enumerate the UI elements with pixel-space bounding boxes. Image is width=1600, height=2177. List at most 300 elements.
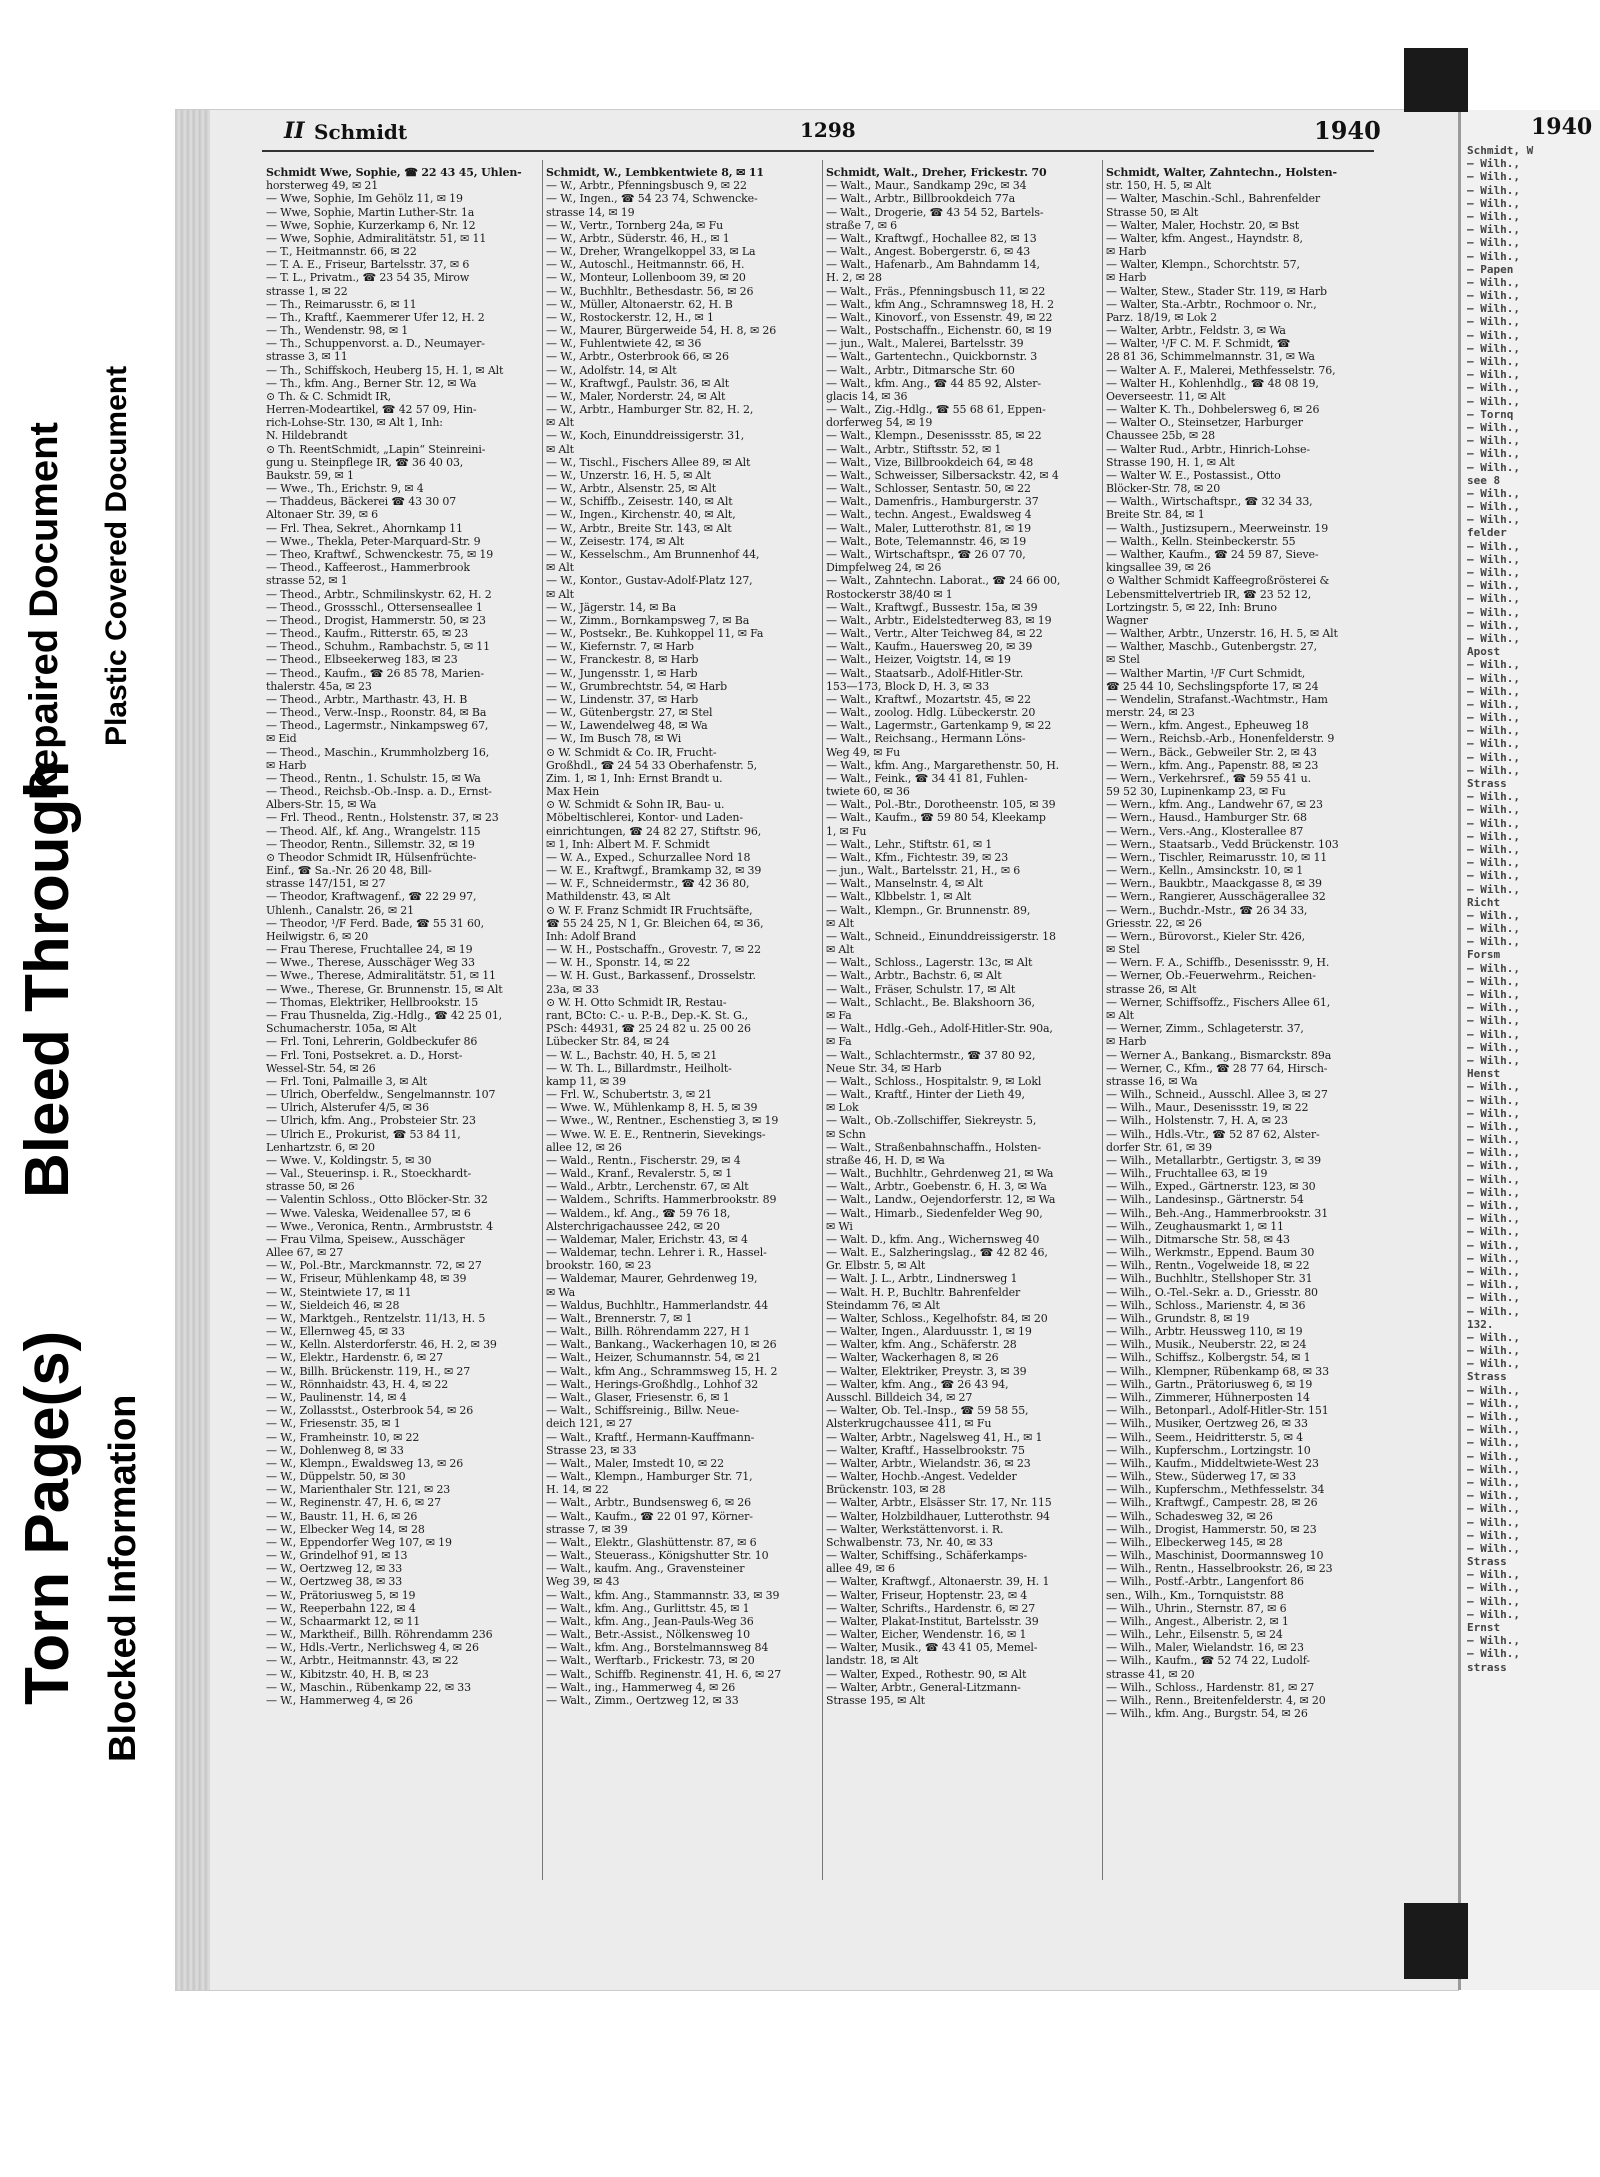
directory-entry-line: — Wern., Hausd., Hamburger Str. 68: [1106, 811, 1307, 825]
directory-entry-line: — W., Lawendelweg 48, ✉ Wa: [546, 719, 708, 733]
adjacent-page-fragment: — Wilh.,: [1467, 605, 1520, 619]
directory-entry-line: sen., Wilh., Km., Tornquiststr. 88: [1106, 1588, 1284, 1602]
directory-entry-line: — Wern. F. A., Schiffb., Desenissstr. 9, H.: [1106, 956, 1330, 970]
directory-entry-line: — Val., Steuerinsp. i. R., Stoeckhardt-: [266, 1167, 472, 1181]
directory-entry-line: — Wilh., Buchhltr., Stellshoper Str. 31: [1106, 1272, 1313, 1286]
directory-entry-line: ⊙ Walther Schmidt Kaffeegroßrösterei &: [1106, 574, 1330, 588]
directory-entry-line: — W., Adolfstr. 14, ✉ Alt: [546, 363, 677, 377]
directory-entry-line: — W., Autoschl., Heitmannstr. 66, H.: [546, 258, 745, 272]
directory-entry-line: — Wilh., kfm. Ang., Burgstr. 54, ✉ 26: [1106, 1707, 1308, 1721]
directory-entry-line: — Walt. D., kfm. Ang., Wichernsweg 40: [826, 1232, 1040, 1246]
directory-entry-line: — W., Elbecker Weg 14, ✉ 28: [266, 1522, 425, 1536]
directory-entry-line: — Frl. Thea, Sekret., Ahornkamp 11: [266, 521, 463, 535]
directory-entry-line: — W., Sieldeich 46, ✉ 28: [266, 1298, 400, 1312]
adjacent-page-fragment: — Wilh.,: [1467, 183, 1520, 197]
directory-entry-line: — Frl. W., Schubertstr. 3, ✉ 21: [546, 1088, 713, 1102]
directory-entry-line: ✉ Harb: [1106, 245, 1147, 259]
directory-entry-line: strasse 147/151, ✉ 27: [266, 877, 386, 891]
directory-entry-line: — Wilh., Schiffsz., Kolbergstr. 54, ✉ 1: [1106, 1351, 1311, 1365]
directory-entry-line: — Walt., Klempn., Hamburger Str. 71,: [546, 1470, 753, 1484]
directory-entry-line: 28 81 36, Schimmelmannstr. 31, ✉ Wa: [1106, 350, 1315, 364]
directory-entry-line: kingsallee 39, ✉ 26: [1106, 561, 1211, 575]
directory-entry-line: — Wwe, Sophie, Im Gehölz 11, ✉ 19: [266, 192, 463, 206]
directory-entry-line: — Walt., Kraftf., Hermann-Kauffmann-: [546, 1430, 755, 1444]
directory-entry-line: — Walter, Arbtr., Nagelsweg 41, H., ✉ 1: [826, 1430, 1043, 1444]
directory-entry-line: — Wilh., Arbtr. Heussweg 110, ✉ 19: [1106, 1325, 1303, 1339]
directory-entry-line: — Theod., Kaufm., Ritterstr. 65, ✉ 23: [266, 627, 469, 641]
directory-entry-line: — Wwe. Valeska, Weidenallee 57, ✉ 6: [266, 1206, 471, 1220]
directory-entry-line: — Theodor, Rentn., Sillemstr. 32, ✉ 19: [266, 837, 475, 851]
directory-entry-line: — Walt., Schiffb. Reginenstr. 41, H. 6, ✉ 27: [546, 1667, 782, 1681]
directory-entry-line: — Frau Therese, Fruchtallee 24, ✉ 19: [266, 943, 473, 957]
adjacent-page-fragment: Apost: [1467, 645, 1501, 659]
directory-entry-line: — Ulrich, Alsterufer 4/5, ✉ 36: [266, 1101, 429, 1115]
directory-entry-line: straße 46, H. D, ✉ Wa: [826, 1153, 945, 1167]
adjacent-page-fragment: — Wilh.,: [1467, 790, 1520, 804]
directory-entry-line: — Walt., Maur., Sandkamp 29c, ✉ 34: [826, 179, 1027, 193]
directory-entry-line: — Werner, Schiffsoffz., Fischers Allee 61,: [1106, 995, 1331, 1009]
adjacent-page-fragment: — Wilh.,: [1467, 236, 1520, 250]
directory-entry-line: — Walt., Kraftwgf., Hochallee 82, ✉ 13: [826, 231, 1037, 245]
directory-entry-line: — Thaddeus, Bäckerei ☎ 43 30 07: [266, 495, 457, 509]
directory-entry-line: ✉ Lok: [826, 1101, 859, 1115]
directory-entry-line: — Walt., Kaufm., ☎ 59 80 54, Kleekamp: [826, 811, 1046, 825]
directory-entry-line: — Walter, Sta.-Arbtr., Rochmoor o. Nr.,: [1106, 297, 1317, 311]
directory-entry-line: — W., Vertr., Tornberg 24a, ✉ Fu: [546, 218, 724, 232]
adjacent-page-fragment: — Wilh.,: [1467, 289, 1520, 303]
directory-entry-line: — Walter, Schrifts., Hardenstr. 6, ✉ 27: [826, 1601, 1036, 1615]
directory-entry-line: — W., Düppelstr. 50, ✉ 30: [266, 1470, 406, 1484]
directory-entry-line: ✉ Wa: [546, 1285, 576, 1299]
directory-entry-line: — Wwe., W., Rentner., Eschenstieg 3, ✉ 19: [546, 1114, 779, 1128]
directory-entry-line: Möbeltischlerei, Kontor- und Laden-: [546, 811, 743, 825]
directory-entry-line: — Wilh., Betonparl., Adolf-Hitler-Str. 151: [1106, 1404, 1329, 1418]
directory-entry-line: — Walter H., Kohlenhdlg., ☎ 48 08 19,: [1106, 376, 1319, 390]
directory-entry-line: — Walt., Gartentechn., Quickbornstr. 3: [826, 350, 1038, 364]
directory-entry-line: — Walter, Wackerhagen 8, ✉ 26: [826, 1351, 999, 1365]
adjacent-page-fragment: — Wilh.,: [1467, 618, 1520, 632]
directory-entry-line: — Wilh., Kaufm., ☎ 52 74 22, Ludolf-: [1106, 1654, 1310, 1668]
directory-entry-line: Schmidt, Walt., Dreher, Frickestr. 70: [826, 166, 1047, 179]
directory-entry-line: — W., Koch, Einunddreissigerstr. 31,: [546, 429, 745, 443]
directory-entry-line: Einf., ☎ Sa.-Nr. 26 20 48, Bill-: [266, 864, 432, 878]
directory-entry-line: — Waldemar, techn. Lehrer i. R., Hassel-: [546, 1246, 767, 1260]
directory-entry-line: — Walter O., Steinsetzer, Harburger: [1106, 416, 1303, 430]
directory-entry-line: — Wilh., Zimmerer, Hühnerposten 14: [1106, 1390, 1310, 1404]
adjacent-page-fragment: — Wilh.,: [1467, 750, 1520, 764]
directory-entry-line: — Walter, Arbtr., General-Litzmann-: [826, 1680, 1021, 1694]
directory-entry-line: — W., Arbtr., Hamburger Str. 82, H. 2,: [546, 403, 754, 417]
adjacent-page-fragment: — Wilh.,: [1467, 1436, 1520, 1450]
directory-entry-line: — W., Billh. Brückenstr. 119, H., ✉ 27: [266, 1364, 471, 1378]
torn-pages-label: Torn Page(s): [13, 1330, 82, 1705]
directory-entry-line: Gr. Elbstr. 5, ✉ Alt: [826, 1259, 926, 1273]
directory-entry-line: — W., Lindenstr. 37, ✉ Harb: [546, 692, 699, 706]
adjacent-page-fragment: — Wilh.,: [1467, 1185, 1520, 1199]
directory-entry-line: — W., Hdls.-Vertr., Nerlichsweg 4, ✉ 26: [266, 1641, 479, 1655]
adjacent-page-fragment: Schmidt, W: [1467, 144, 1534, 157]
directory-entry-line: — Walt., Manselnstr. 4, ✉ Alt: [826, 877, 983, 891]
directory-entry-line: — Walt. H. P., Buchltr. Bahrenfelder: [826, 1285, 1021, 1299]
directory-entry-line: — Theod., Maschin., Krummholzberg 16,: [266, 745, 490, 759]
directory-entry-line: — W., Schaarmarkt 12, ✉ 11: [266, 1614, 421, 1628]
adjacent-page-fragment: — Wilh.,: [1467, 1489, 1520, 1503]
directory-entry-line: Strasse 23, ✉ 33: [546, 1443, 637, 1457]
directory-entry-line: — Wern., Buchdr.-Mstr., ☎ 26 34 33,: [1106, 903, 1308, 917]
directory-entry-line: — Wilh., Hdls.-Vtr., ☎ 52 87 62, Alster-: [1106, 1127, 1320, 1141]
adjacent-page-fragment: — Wilh.,: [1467, 1634, 1520, 1648]
adjacent-page-fragment: — Wilh.,: [1467, 566, 1520, 579]
adjacent-page-fragment: — Wilh.,: [1467, 368, 1520, 382]
directory-entry-line: — Wern., kfm. Angest., Epheuweg 18: [1106, 719, 1309, 733]
adjacent-page-fragment: — Wilh.,: [1467, 1344, 1520, 1358]
adjacent-page-fragment: — Wilh.,: [1467, 1146, 1520, 1160]
binder-clip-bottom: [1404, 1903, 1468, 1979]
plastic-covered-label: Plastic Covered Document: [100, 365, 133, 746]
directory-entry-line: — Waldem., kf. Ang., ☎ 59 76 18,: [546, 1206, 731, 1220]
directory-entry-line: Strasse 50, ✉ Alt: [1106, 205, 1199, 219]
directory-entry-line: — W., Franckestr. 8, ✉ Harb: [546, 653, 699, 667]
directory-entry-line: — W., Arbtr., Süderstr. 46, H., ✉ 1: [546, 231, 730, 245]
adjacent-page-fragment: 132.: [1467, 1317, 1494, 1331]
adjacent-page-fragment: — Wilh.,: [1467, 420, 1520, 434]
directory-entry-line: — W., Paulinenstr. 14, ✉ 4: [266, 1390, 407, 1404]
directory-entry-line: — Wilh., Seem., Heidritterstr. 5, ✉ 4: [1106, 1430, 1304, 1444]
directory-entry-line: — Werner, Zimm., Schlageterstr. 37,: [1106, 1022, 1304, 1036]
directory-entry-line: — Wwe., Therese, Gr. Brunnenstr. 15, ✉ Alt: [266, 982, 503, 996]
directory-entry-line: — Theod., Verw.-Insp., Roonstr. 84, ✉ Ba: [266, 706, 487, 720]
adjacent-page-fragments: [1461, 144, 1600, 1674]
adjacent-page-fragment: — Wilh.,: [1467, 1475, 1520, 1489]
adjacent-page-fragment: — Wilh.,: [1467, 1515, 1520, 1529]
adjacent-page-fragment: — Wilh.,: [1467, 579, 1520, 593]
adjacent-page-fragment: Ernst: [1467, 1621, 1501, 1634]
directory-entry-line: — W., Friseur, Mühlenkamp 48, ✉ 39: [266, 1272, 467, 1286]
directory-entry-line: — Walt., Drogerie, ☎ 43 54 52, Bartels-: [826, 205, 1044, 219]
adjacent-page-fragment: — Wilh.,: [1467, 328, 1520, 342]
directory-entry-line: Breite Str. 84, ✉ 1: [1106, 508, 1205, 522]
directory-entry-line: — Walt., Bankang., Wackerhagen 10, ✉ 26: [546, 1338, 777, 1352]
directory-entry-line: — Wald., Arbtr., Lerchenstr. 67, ✉ Alt: [546, 1180, 749, 1194]
directory-entry-line: — Wilh., Klempner, Rübenkamp 68, ✉ 33: [1106, 1364, 1329, 1378]
directory-entry-line: — Wwe., Thekla, Peter-Marquard-Str. 9: [266, 534, 481, 548]
directory-entry-line: — W., Fuhlentwiete 42, ✉ 36: [546, 337, 702, 351]
directory-entry-line: — Th., Schuppenvorst. a. D., Neumayer-: [266, 337, 485, 351]
directory-entry-line: — Valentin Schloss., Otto Blöcker-Str. 32: [266, 1193, 488, 1207]
adjacent-page-fragment: — Wilh.,: [1467, 1594, 1520, 1608]
directory-entry-line: — W., Zollasstst., Osterbrook 54, ✉ 26: [266, 1404, 474, 1418]
directory-entry-line: — W., Arbtr., Heitmannstr. 43, ✉ 22: [266, 1654, 459, 1668]
directory-entry-line: — Walt., Angest. Bobergerstr. 6, ✉ 43: [826, 245, 1031, 259]
directory-entry-line: — Waldemar, Maler, Erichstr. 43, ✉ 4: [546, 1232, 748, 1246]
directory-entry-line: — W., Arbtr., Osterbrook 66, ✉ 26: [546, 350, 729, 364]
directory-entry-line: — Theod., Kaffeerost., Hammerbrook: [266, 561, 470, 575]
directory-entry-line: Dimpfelweg 24, ✉ 26: [826, 561, 942, 575]
adjacent-page-fragment: felder: [1467, 526, 1507, 540]
directory-entry-line: — Walt., Hdlg.-Geh., Adolf-Hitler-Str. 90a,: [826, 1022, 1053, 1036]
directory-entry-line: — Frau Thusnelda, Zig.-Hdlg., ☎ 42 25 01,: [266, 1009, 503, 1022]
directory-entry-line: — Frl. Toni, Lehrerin, Goldbeckufer 86: [266, 1035, 478, 1049]
directory-entry-line: — Walt., Pol.-Btr., Dorotheenstr. 105, ✉ 39: [826, 798, 1056, 812]
directory-entry-line: — Wilh., Musik., Neuberstr. 22, ✉ 24: [1106, 1338, 1307, 1352]
directory-entry-line: — Walter, Eicher, Wendenstr. 16, ✉ 1: [826, 1628, 1027, 1642]
directory-entry-line: — Walt., Arbtr., Bachstr. 6, ✉ Alt: [826, 969, 1002, 983]
directory-entry-line: — Walt., Herings-Großhdlg., Lohhof 32: [546, 1377, 759, 1391]
directory-entry-line: — Walt., Ob.-Zollschiffer, Siekreystr. 5,: [826, 1114, 1037, 1128]
directory-entry-line: rich-Lohse-Str. 130, ✉ Alt 1, Inh:: [266, 416, 443, 430]
directory-entry-line: — Wwe, Sophie, Kurzerkamp 6, Nr. 12: [266, 218, 476, 232]
directory-entry-line: Albers-Str. 15, ✉ Wa: [266, 798, 377, 812]
directory-entry-line: — Ulrich E., Prokurist, ☎ 53 84 11,: [266, 1127, 461, 1141]
directory-entry-line: — W., Tischl., Fischers Allee 89, ✉ Alt: [546, 455, 751, 469]
directory-entry-line: einrichtungen, ☎ 24 82 27, Stiftstr. 96,: [546, 824, 762, 838]
directory-entry-line: — Wern., Bürovorst., Kieler Str. 426,: [1106, 929, 1305, 943]
adjacent-page-fragment: — Wilh.,: [1467, 974, 1520, 988]
directory-entry-line: — W., Arbtr., Breite Str. 143, ✉ Alt: [546, 521, 732, 535]
adjacent-page-fragment: — Wilh.,: [1467, 1014, 1520, 1028]
directory-entry-line: — W., Kiefernstr. 7, ✉ Harb: [546, 640, 694, 654]
adjacent-page-fragment: — Wilh.,: [1467, 1541, 1520, 1555]
directory-entry-line: — Walter, Werkstättenvorst. i. R.: [826, 1522, 1004, 1536]
directory-entry-line: — Wilh., Kaufm., Middeltwiete-West 23: [1106, 1456, 1319, 1470]
directory-entry-line: — W., Klempn., Ewaldsweg 13, ✉ 26: [266, 1456, 464, 1470]
directory-entry-line: — Werner, C., Kfm., ☎ 28 77 64, Hirsch-: [1106, 1061, 1328, 1075]
directory-entry-line: — Walt., zoolog. Hdlg. Lübeckerstr. 20: [826, 706, 1036, 720]
directory-entry-line: — T. A. E., Friseur, Bartelsstr. 37, ✉ 6: [266, 258, 470, 272]
directory-entry-line: — Walt., Himarb., Siedenfelder Weg 90,: [826, 1206, 1043, 1220]
directory-entry-line: — W., Schiffb., Zeisestr. 140, ✉ Alt: [546, 495, 733, 509]
adjacent-page-fragment: Richt: [1467, 895, 1501, 909]
adjacent-page-fragment: — Wilh.,: [1467, 1119, 1520, 1133]
adjacent-page-fragment: Strass: [1467, 777, 1507, 790]
directory-entry-line: — W., Dohlenweg 8, ✉ 33: [266, 1443, 404, 1457]
directory-entry-line: strasse 7, ✉ 39: [546, 1522, 628, 1536]
adjacent-page-year: 1940: [1531, 114, 1593, 140]
directory-entry-line: — W., Rönnhaidstr. 43, H. 4, ✉ 22: [266, 1377, 449, 1391]
directory-entry-line: — Walt., kaufm. Ang., Gravensteiner: [546, 1562, 745, 1576]
adjacent-page-fragment: — Wilh.,: [1467, 1528, 1520, 1542]
adjacent-page-fragment: — Wilh.,: [1467, 1159, 1520, 1173]
directory-entry-line: — Walter A. F., Malerei, Methfesselstr. 76,: [1106, 363, 1336, 377]
directory-entry-line: — Walter, Klempn., Schorchtstr. 57,: [1106, 258, 1300, 272]
directory-entry-line: — Walter W. E., Postassist., Otto: [1106, 468, 1281, 482]
directory-entry-line: kamp 11, ✉ 39: [546, 1074, 626, 1088]
adjacent-page-fragment: — Wilh.,: [1467, 1423, 1520, 1437]
adjacent-page-fragment: — Wilh.,: [1467, 631, 1520, 645]
adjacent-page-fragment: — Wilh.,: [1467, 1396, 1520, 1410]
directory-entry-line: — Ulrich, kfm. Ang., Probsteier Str. 23: [266, 1114, 476, 1128]
directory-entry-line: — Wilh., Fruchtallee 63, ✉ 19: [1106, 1167, 1268, 1181]
adjacent-page-fragment: — Wilh.,: [1467, 1172, 1520, 1186]
directory-entry-line: — Walter, Ingen., Alarduusstr. 1, ✉ 19: [826, 1325, 1032, 1339]
directory-entry-line: — Wilh., Postf.-Arbtr., Langenfort 86: [1106, 1575, 1304, 1589]
directory-entry-line: — Wilh., Angest., Alberistr. 2, ✉ 1: [1106, 1614, 1289, 1628]
adjacent-page-fragment: — Wilh.,: [1467, 1238, 1520, 1252]
directory-entry-line: — Walter, Arbtr., Wielandstr. 36, ✉ 23: [826, 1456, 1031, 1470]
directory-entry-line: — Wern., Verkehrsref., ☎ 59 55 41 u.: [1106, 771, 1311, 785]
adjacent-page-fragment: — Wilh.,: [1467, 684, 1520, 698]
directory-entry-line: — Wwe., Veronica, Rentn., Armbruststr. 4: [266, 1219, 493, 1233]
directory-entry-line: — W., Maschin., Rübenkamp 22, ✉ 33: [266, 1680, 471, 1694]
directory-entry-line: — Wilh., Musiker, Oertzweg 26, ✉ 33: [1106, 1417, 1308, 1431]
adjacent-page-fragment: — Wilh.,: [1467, 908, 1520, 922]
directory-entry-line: — Walter, Stew., Stader Str. 119, ✉ Harb: [1106, 284, 1327, 298]
directory-entry-line: — Waldus, Buchhltr., Hammerlandstr. 44: [546, 1298, 769, 1312]
directory-entry-line: dorferweg 54, ✉ 19: [826, 416, 933, 430]
directory-entry-line: — Walt., kfm. Ang., Margarethenstr. 50, H.: [826, 758, 1059, 772]
column-divider: [1102, 160, 1103, 1880]
directory-entry-line: ✉ Fa: [826, 1035, 852, 1049]
directory-entry-line: — Walter, Musik., ☎ 43 41 05, Memel-: [826, 1641, 1038, 1655]
directory-entry-line: — W., Framheinstr. 10, ✉ 22: [266, 1430, 420, 1444]
directory-entry-line: — Walt., Arbtr., Stiftsstr. 52, ✉ 1: [826, 442, 1002, 456]
directory-entry-line: — Walt., techn. Angest., Ewaldsweg 4: [826, 508, 1032, 522]
directory-entry-line: Schmidt, Walter, Zahntechn., Holsten-: [1106, 166, 1337, 179]
directory-entry-line: — W., Hammerweg 4, ✉ 26: [266, 1693, 413, 1707]
directory-entry-line: — W., Grumbrechtstr. 54, ✉ Harb: [546, 679, 728, 693]
directory-entry-line: — Walt., Kaufm., ☎ 22 01 97, Körner-: [546, 1509, 753, 1523]
directory-entry-line: — Walt., Hafenarb., Am Bahndamm 14,: [826, 258, 1040, 272]
directory-entry-line: 153—173, Block D, H. 3, ✉ 33: [826, 679, 990, 693]
directory-entry-line: — Walt., Schlacht., Be. Blakshoorn 36,: [826, 995, 1035, 1009]
directory-entry-line: strasse 1, ✉ 22: [266, 284, 348, 298]
directory-entry-line: — Walt. E., Salzheringslag., ☎ 42 82 46,: [826, 1246, 1048, 1260]
directory-entry-line: — Wald., Kranf., Revalerstr. 5, ✉ 1: [546, 1167, 733, 1181]
adjacent-page-fragment: — Wilh.,: [1467, 697, 1520, 711]
directory-entry-line: Strasse 190, H. 1, ✉ Alt: [1106, 455, 1235, 469]
directory-entry-line: — Walt., ing., Hammerweg 4, ✉ 26: [546, 1680, 736, 1694]
directory-entry-line: — W., Kontor., Gustav-Adolf-Platz 127,: [546, 574, 753, 588]
directory-entry-line: rant, BCto: C.- u. P.-B., Dep.-K. St. G.,: [546, 1009, 749, 1022]
directory-entry-line: — Walt., Maler, Lutterothstr. 81, ✉ 19: [826, 521, 1031, 535]
directory-entry-line: — Walter, kfm. Ang., Schäferstr. 28: [826, 1338, 1017, 1352]
directory-entry-line: — Wilh., Drogist, Hammerstr. 50, ✉ 23: [1106, 1522, 1317, 1536]
directory-entry-line: — Walt., Landw., Oejendorferstr. 12, ✉ Wa: [826, 1193, 1056, 1207]
directory-entry-line: — W., Zimm., Bornkampsweg 7, ✉ Ba: [546, 613, 750, 627]
directory-entry-line: — T. L., Privatm., ☎ 23 54 35, Mirow: [266, 271, 470, 285]
adjacent-page-fragment: Henst: [1467, 1067, 1501, 1081]
directory-entry-line: — W., Ingen., Kirchenstr. 40, ✉ Alt,: [546, 508, 736, 522]
directory-entry-line: — Wilh., Exped., Gärtnerstr. 123, ✉ 30: [1106, 1180, 1316, 1194]
adjacent-page-fragment: Strass: [1467, 1555, 1507, 1569]
directory-entry-line: — Walther, Kaufm., ☎ 24 59 87, Sieve-: [1106, 547, 1319, 561]
directory-entry-line: — Waldem., Schrifts. Hammerbrookstr. 89: [546, 1193, 777, 1207]
directory-entry-line: — Walt., Betr.-Assist., Nölkensweg 10: [546, 1628, 750, 1642]
directory-entry-line: Baukstr. 59, ✉ 1: [266, 468, 354, 482]
directory-entry-line: ✉ Stel: [1106, 653, 1140, 667]
directory-entry-line: — Wilh., Metallarbtr., Gertigstr. 3, ✉ 39: [1106, 1153, 1322, 1167]
directory-entry-line: ⊙ W. F. Franz Schmidt IR Fruchtsäfte,: [546, 903, 753, 917]
directory-entry-line: Weg 39, ✉ 43: [546, 1575, 620, 1589]
directory-entry-line: — W., Postsekr., Be. Kuhkoppel 11, ✉ Fa: [546, 627, 764, 641]
adjacent-page-fragment: — Wilh.,: [1467, 1001, 1520, 1015]
directory-entry-line: — Walter, Schloss., Kegelhofstr. 84, ✉ 20: [826, 1311, 1048, 1325]
directory-entry-line: — W., Müller, Altonaerstr. 62, H. B: [546, 297, 733, 311]
adjacent-page-fragment: — Wilh.,: [1467, 882, 1520, 896]
adjacent-page-fragment: — Wilh.,: [1467, 486, 1520, 500]
directory-entry-line: — W., Rostockerstr. 12, H., ✉ 1: [546, 310, 714, 324]
directory-entry-line: — W., Marktheif., Billh. Röhrendamm 236: [266, 1628, 493, 1642]
directory-entry-line: ⊙ W. Schmidt & Co. IR, Frucht-: [546, 745, 717, 759]
directory-entry-line: — Walt., Glaser, Friesenstr. 6, ✉ 1: [546, 1390, 730, 1404]
adjacent-page-fragment: — Wilh.,: [1467, 1053, 1520, 1067]
directory-entry-line: — Frl. Toni, Postsekret. a. D., Horst-: [266, 1048, 463, 1062]
directory-entry-line: — Walter, Holzbildhauer, Lutterothstr. 94: [826, 1509, 1050, 1523]
directory-entry-line: — Theod., Reichsb.-Ob.-Insp. a. D., Ernst-: [266, 785, 492, 799]
directory-entry-line: — Walter, Hochb.-Angest. Vedelder: [826, 1470, 1017, 1484]
directory-entry-line: — Wilh., Kraftwgf., Campestr. 28, ✉ 26: [1106, 1496, 1318, 1510]
directory-entry-line: — Theod., Drogist, Hammerstr. 50, ✉ 23: [266, 613, 486, 627]
adjacent-page-fragment: — Wilh.,: [1467, 1647, 1520, 1661]
directory-entry-line: — Frl. Theod., Rentn., Holstenstr. 37, ✉ 23: [266, 811, 499, 825]
directory-entry-line: — W., Reeperbahn 122, ✉ 4: [266, 1601, 416, 1615]
directory-entry-line: — Walt., Elektr., Glashüttenstr. 87, ✉ 6: [546, 1535, 757, 1549]
adjacent-page-fragment: — Wilh.,: [1467, 539, 1520, 553]
directory-entry-line: 1, ✉ Fu: [826, 824, 867, 838]
directory-entry-line: ✉ Alt: [546, 416, 574, 430]
directory-column-3: [826, 166, 1096, 1707]
directory-entry-line: — Walt., Fräs., Pfenningsbusch 11, ✉ 22: [826, 284, 1046, 298]
directory-entry-line: — W., Baustr. 11, H. 6, ✉ 26: [266, 1509, 418, 1523]
directory-entry-line: Oeverseestr. 11, ✉ Alt: [1106, 389, 1226, 403]
directory-entry-line: — Walter, Maler, Hochstr. 20, ✉ Bst: [1106, 218, 1299, 232]
directory-entry-line: ✉ Stel: [1106, 943, 1140, 957]
directory-entry-line: — Theod., Elbseekerweg 183, ✉ 23: [266, 653, 458, 667]
directory-entry-line: — Theo, Kraftwf., Schwenckestr. 75, ✉ 19: [266, 547, 494, 561]
directory-entry-line: — W., Zeisestr. 174, ✉ Alt: [546, 534, 684, 548]
directory-entry-line: — Wilh., Zeughausmarkt 1, ✉ 11: [1106, 1219, 1284, 1233]
directory-entry-line: — W., Monteur, Lollenboom 39, ✉ 20: [546, 271, 746, 285]
directory-entry-line: horsterweg 49, ✉ 21: [266, 179, 379, 193]
directory-entry-line: ✉ Harb: [266, 758, 307, 772]
directory-entry-line: — Walt., Fräser, Schulstr. 17, ✉ Alt: [826, 982, 1016, 996]
adjacent-page-fragment: Forsm: [1467, 948, 1501, 962]
directory-entry-line: — Walt., Lehr., Stiftstr. 61, ✉ 1: [826, 837, 993, 851]
directory-entry-line: H. 2, ✉ 28: [826, 271, 882, 285]
directory-entry-line: — Theod., Rentn., 1. Schulstr. 15, ✉ Wa: [266, 771, 481, 785]
directory-entry-line: — Walt., Zahntechn. Laborat., ☎ 24 66 00,: [826, 574, 1061, 588]
directory-entry-line: Griesstr. 22, ✉ 26: [1106, 916, 1202, 930]
directory-entry-line: — Wern., kfm. Ang., Landwehr 67, ✉ 23: [1106, 798, 1323, 812]
directory-entry-line: — W., Pol.-Btr., Marckmannstr. 72, ✉ 27: [266, 1259, 482, 1273]
directory-column-2: [546, 166, 816, 1707]
directory-entry-line: ⊙ Th. & C. Schmidt IR,: [266, 389, 391, 403]
directory-entry-line: — Walter, ¹/F C. M. F. Schmidt, ☎: [1106, 337, 1291, 351]
directory-entry-line: — Wilh., Kupferschm., Lortzingstr. 10: [1106, 1443, 1311, 1457]
directory-entry-line: — Walter, Arbtr., Elsässer Str. 17, Nr. 115: [826, 1496, 1052, 1510]
directory-entry-line: — W., Eppendorfer Weg 107, ✉ 19: [266, 1535, 452, 1549]
directory-entry-line: — W., Dreher, Wrangelkoppel 33, ✉ La: [546, 245, 756, 259]
adjacent-page-fragment: — Wilh.,: [1467, 209, 1520, 223]
directory-entry-line: — Th., kfm. Ang., Berner Str. 12, ✉ Wa: [266, 376, 477, 390]
directory-entry-line: — Thomas, Elektriker, Hellbrookstr. 15: [266, 995, 479, 1009]
adjacent-page-fragment: — Wilh.,: [1467, 1607, 1520, 1621]
adjacent-page-fragment: — Wilh.,: [1467, 922, 1520, 936]
adjacent-page-fragment: — Wilh.,: [1467, 447, 1520, 461]
directory-entry-line: — Wern., Staatsarb., Vedd Brückenstr. 103: [1106, 837, 1339, 851]
directory-entry-line: — Th., Wendenstr. 98, ✉ 1: [266, 324, 409, 338]
directory-entry-line: — Walter K. Th., Dohbelersweg 6, ✉ 26: [1106, 403, 1320, 417]
directory-entry-line: — W., Jägerstr. 14, ✉ Ba: [546, 600, 677, 614]
directory-entry-line: — Wilh., Maler, Wielandstr. 16, ✉ 23: [1106, 1641, 1304, 1655]
directory-entry-line: — Wilh., Lehr., Eilsenstr. 5, ✉ 24: [1106, 1628, 1283, 1642]
directory-entry-line: ✉ Harb: [1106, 1035, 1147, 1049]
directory-entry-line: strasse 41, ✉ 20: [1106, 1667, 1195, 1681]
directory-entry-line: — W., Marktgeh., Rentzelstr. 11/13, H. 5: [266, 1311, 486, 1325]
directory-entry-line: — Theod., Schuhm., Rambachstr. 5, ✉ 11: [266, 640, 490, 654]
directory-entry-line: Schmidt, W., Lembkentwiete 8, ✉ 11: [546, 166, 764, 179]
adjacent-page-fragment: — Wilh.,: [1467, 249, 1520, 263]
